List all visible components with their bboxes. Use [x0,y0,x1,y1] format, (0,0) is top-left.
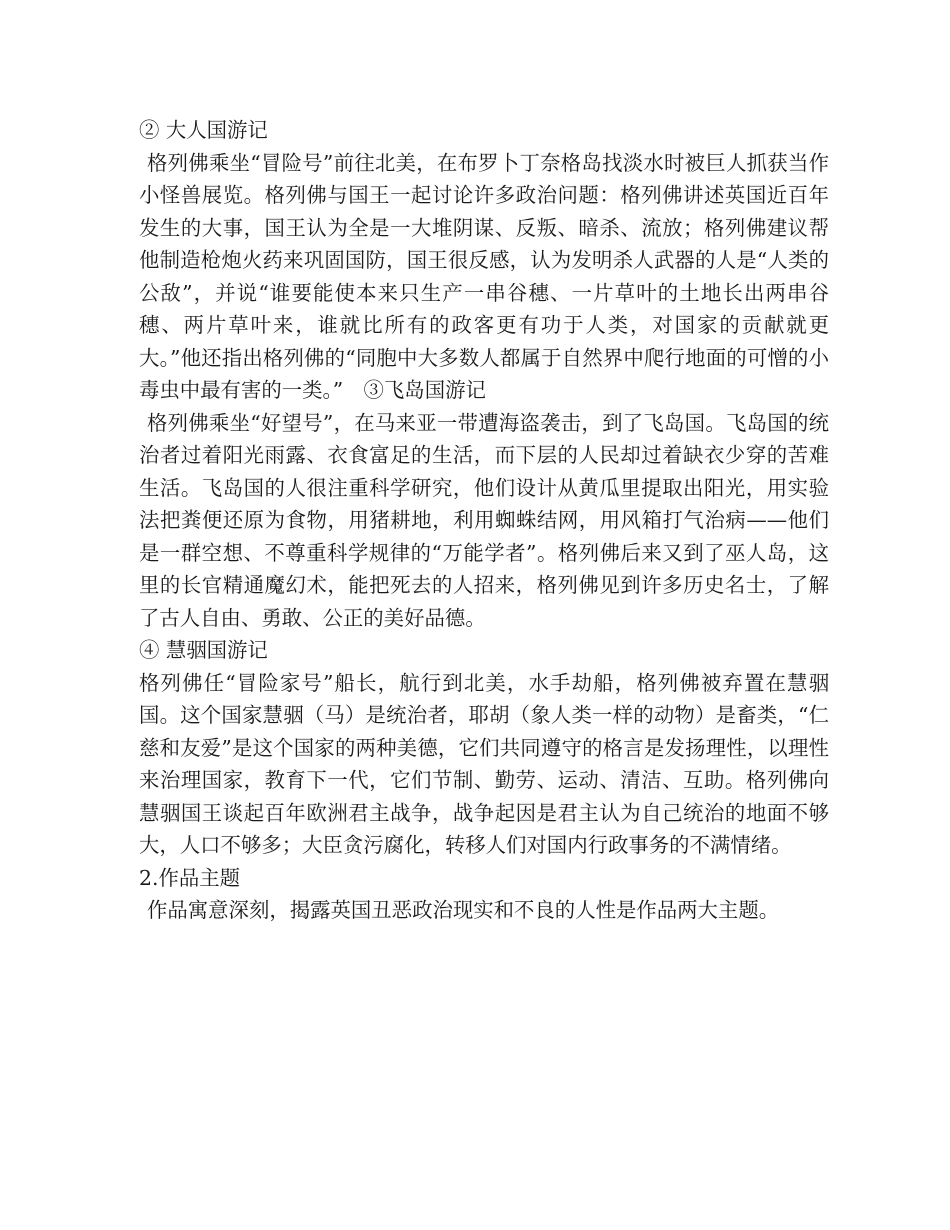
paragraph-houyhnhnm-country: 格列佛任“冒险家号”船长，航行到北美，水手劫船，格列佛被弃置在慧骃国。这个国家慧骃（马）是统治者，耶胡（象人类一样的动物）是畜类，“仁慈和友爱”是这个国家的两种美德，它们共同遵守的格言是发扬理性，以理性来治理国家，教育下一代，它们节制、勤劳、运动、清洁、互助。格列佛向慧骃国王谈起百年欧洲君主战争，战争起因是君主认为自己统治的地面不够大，人口不够多；大臣贪污腐化，转移人们对国内行政事务的不满情绪。 [139,670,829,857]
paragraph-flying-island: 格列佛乘坐“好望号”，在马来亚一带遭海盗袭击，到了飞岛国。飞岛国的统治者过着阳光雨露、衣食富足的生活，而下层的人民却过着缺衣少穿的苦难生活。飞岛国的人很注重科学研究，他们设计从黄瓜里提取出阳光，用实验法把粪便还原为食物，用猪耕地，利用蜘蛛结网，用风箱打气治病——他们是一群空想、不尊重科学规律的“万能学者”。格列佛后来又到了巫人岛，这里的长官精通魔幻术，能把死去的人招来，格列佛见到许多历史名士，了解了古人自由、勇敢、公正的美好品德。 [139,410,829,630]
paragraph-theme: 作品寓意深刻，揭露英国丑恶政治现实和不良的人性是作品两大主题。 [147,898,780,922]
paragraph-giant-country: 格列佛乘坐“冒险号”前往北美，在布罗卜丁奈格岛找淡水时被巨人抓获当作小怪兽展览。格列佛与国王一起讨论许多政治问题：格列佛讲述英国近百年发生的大事，国王认为全是一大堆阴谋、反叛、暗杀、流放；格列佛建议帮他制造枪炮火药来巩固国防，国王很反感，认为发明杀人武器的人是“人类的公敌”，并说“谁要能使本来只生产一串谷穗、一片草叶的土地长出两串谷穗、两片草叶来，谁就比所有的政客更有功于人类，对国家的贡献就更大。”他还指出格列佛的“同胞中大多数人都属于自然界中爬行地面的可憎的小毒虫中最有害的一类。” ③飞岛国游记 [139,150,829,402]
section-heading-theme: 2.作品主题 [139,865,241,890]
document-body [139,114,829,927]
section-heading-giant-country: ② 大人国游记 [139,118,268,142]
section-heading-houyhnhnm-country: ④ 慧骃国游记 [139,638,268,662]
